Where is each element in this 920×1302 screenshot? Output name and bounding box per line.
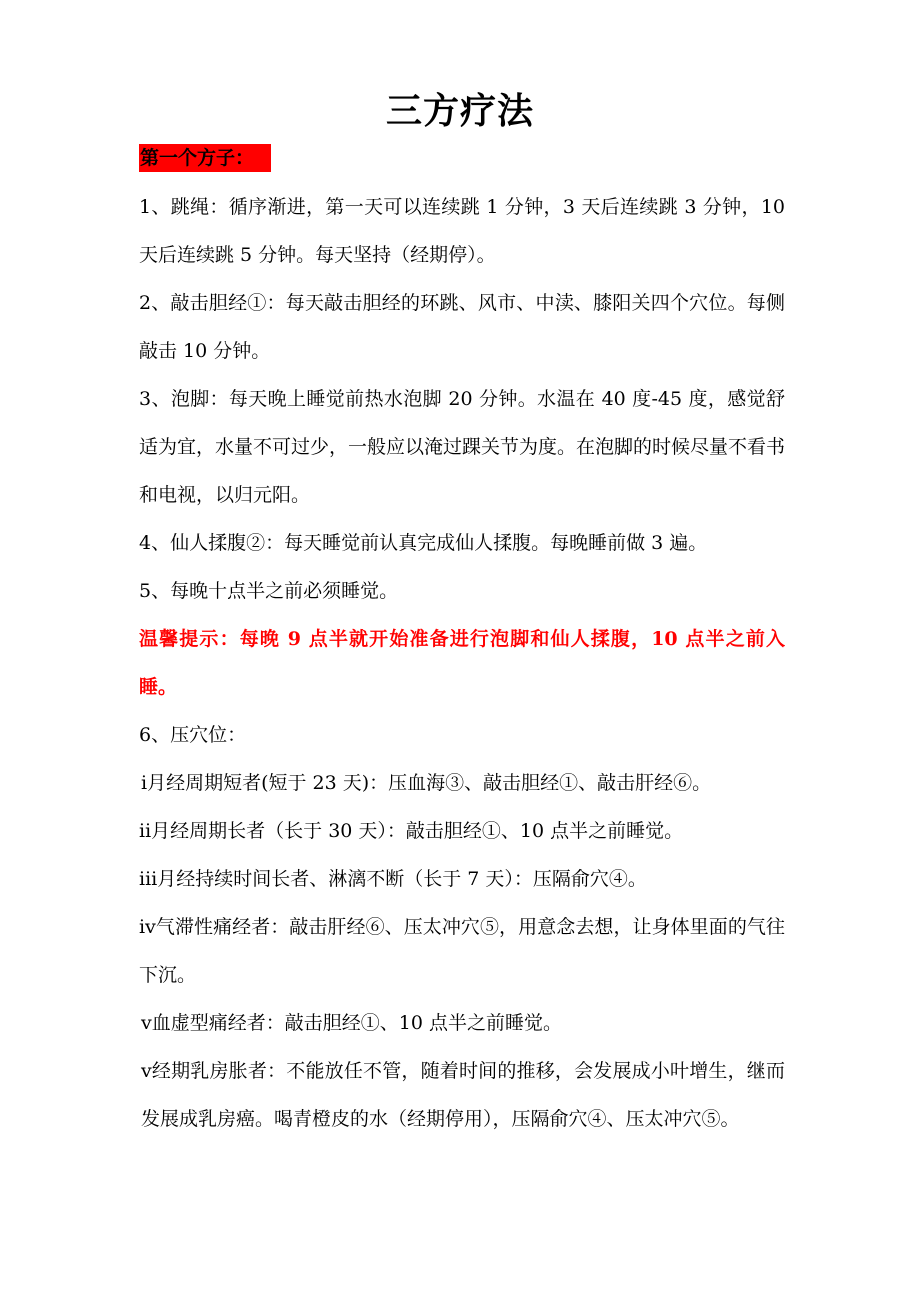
list-item: 4、仙人揉腹②：每天睡觉前认真完成仙人揉腹。每晚睡前做 3 遍。 — [139, 532, 708, 554]
document-body — [139, 183, 785, 1143]
sub-list-item: ⅴ经期乳房胀者：不能放任不管，随着时间的推移，会发展成小叶增生，继而发展成乳房癌。喝青橙皮的水（经期停用），压隔俞穴④、压太冲穴⑤。 — [141, 1060, 785, 1130]
list-item: 1、跳绳：循序渐进，第一天可以连续跳 1 分钟，3 天后连续跳 3 分钟，10 天后连续跳 5 分钟。每天坚持（经期停）。 — [139, 196, 785, 266]
list-item: 2、敲击胆经①：每天敲击胆经的环跳、风市、中渎、膝阳关四个穴位。每侧敲击 10 分钟。 — [139, 292, 785, 362]
item-heading: 6、压穴位： — [139, 724, 247, 746]
sub-list-item: ⅰ月经周期短者(短于 23 天)：压血海③、敲击胆经①、敲击肝经⑥。 — [141, 772, 712, 794]
sub-list-item: ⅱ月经周期长者（长于 30 天）：敲击胆经①、10 点半之前睡觉。 — [139, 820, 684, 842]
section-label-highlighted: 第一个方子： — [139, 144, 271, 172]
warm-tip: 温馨提示：每晚 9 点半就开始准备进行泡脚和仙人揉腹，10 点半之前入睡。 — [139, 628, 785, 698]
sub-list-item: ⅲ月经持续时间长者、淋漓不断（长于 7 天）：压隔俞穴④。 — [139, 868, 647, 890]
page-title: 三方疗法 — [385, 90, 534, 132]
list-item: 5、每晚十点半之前必须睡觉。 — [139, 580, 399, 602]
sub-list-item: ⅳ气滞性痛经者：敲击肝经⑥、压太冲穴⑤，用意念去想，让身体里面的气往下沉。 — [139, 916, 785, 986]
list-item: 3、泡脚：每天晚上睡觉前热水泡脚 20 分钟。水温在 40 度-45 度，感觉舒适为宜，水量不可过少，一般应以淹过踝关节为度。在泡脚的时候尽量不看书和电视，以归元阳。 — [139, 388, 786, 506]
sub-list-item: ⅴ血虚型痛经者：敲击胆经①、10 点半之前睡觉。 — [141, 1012, 562, 1034]
